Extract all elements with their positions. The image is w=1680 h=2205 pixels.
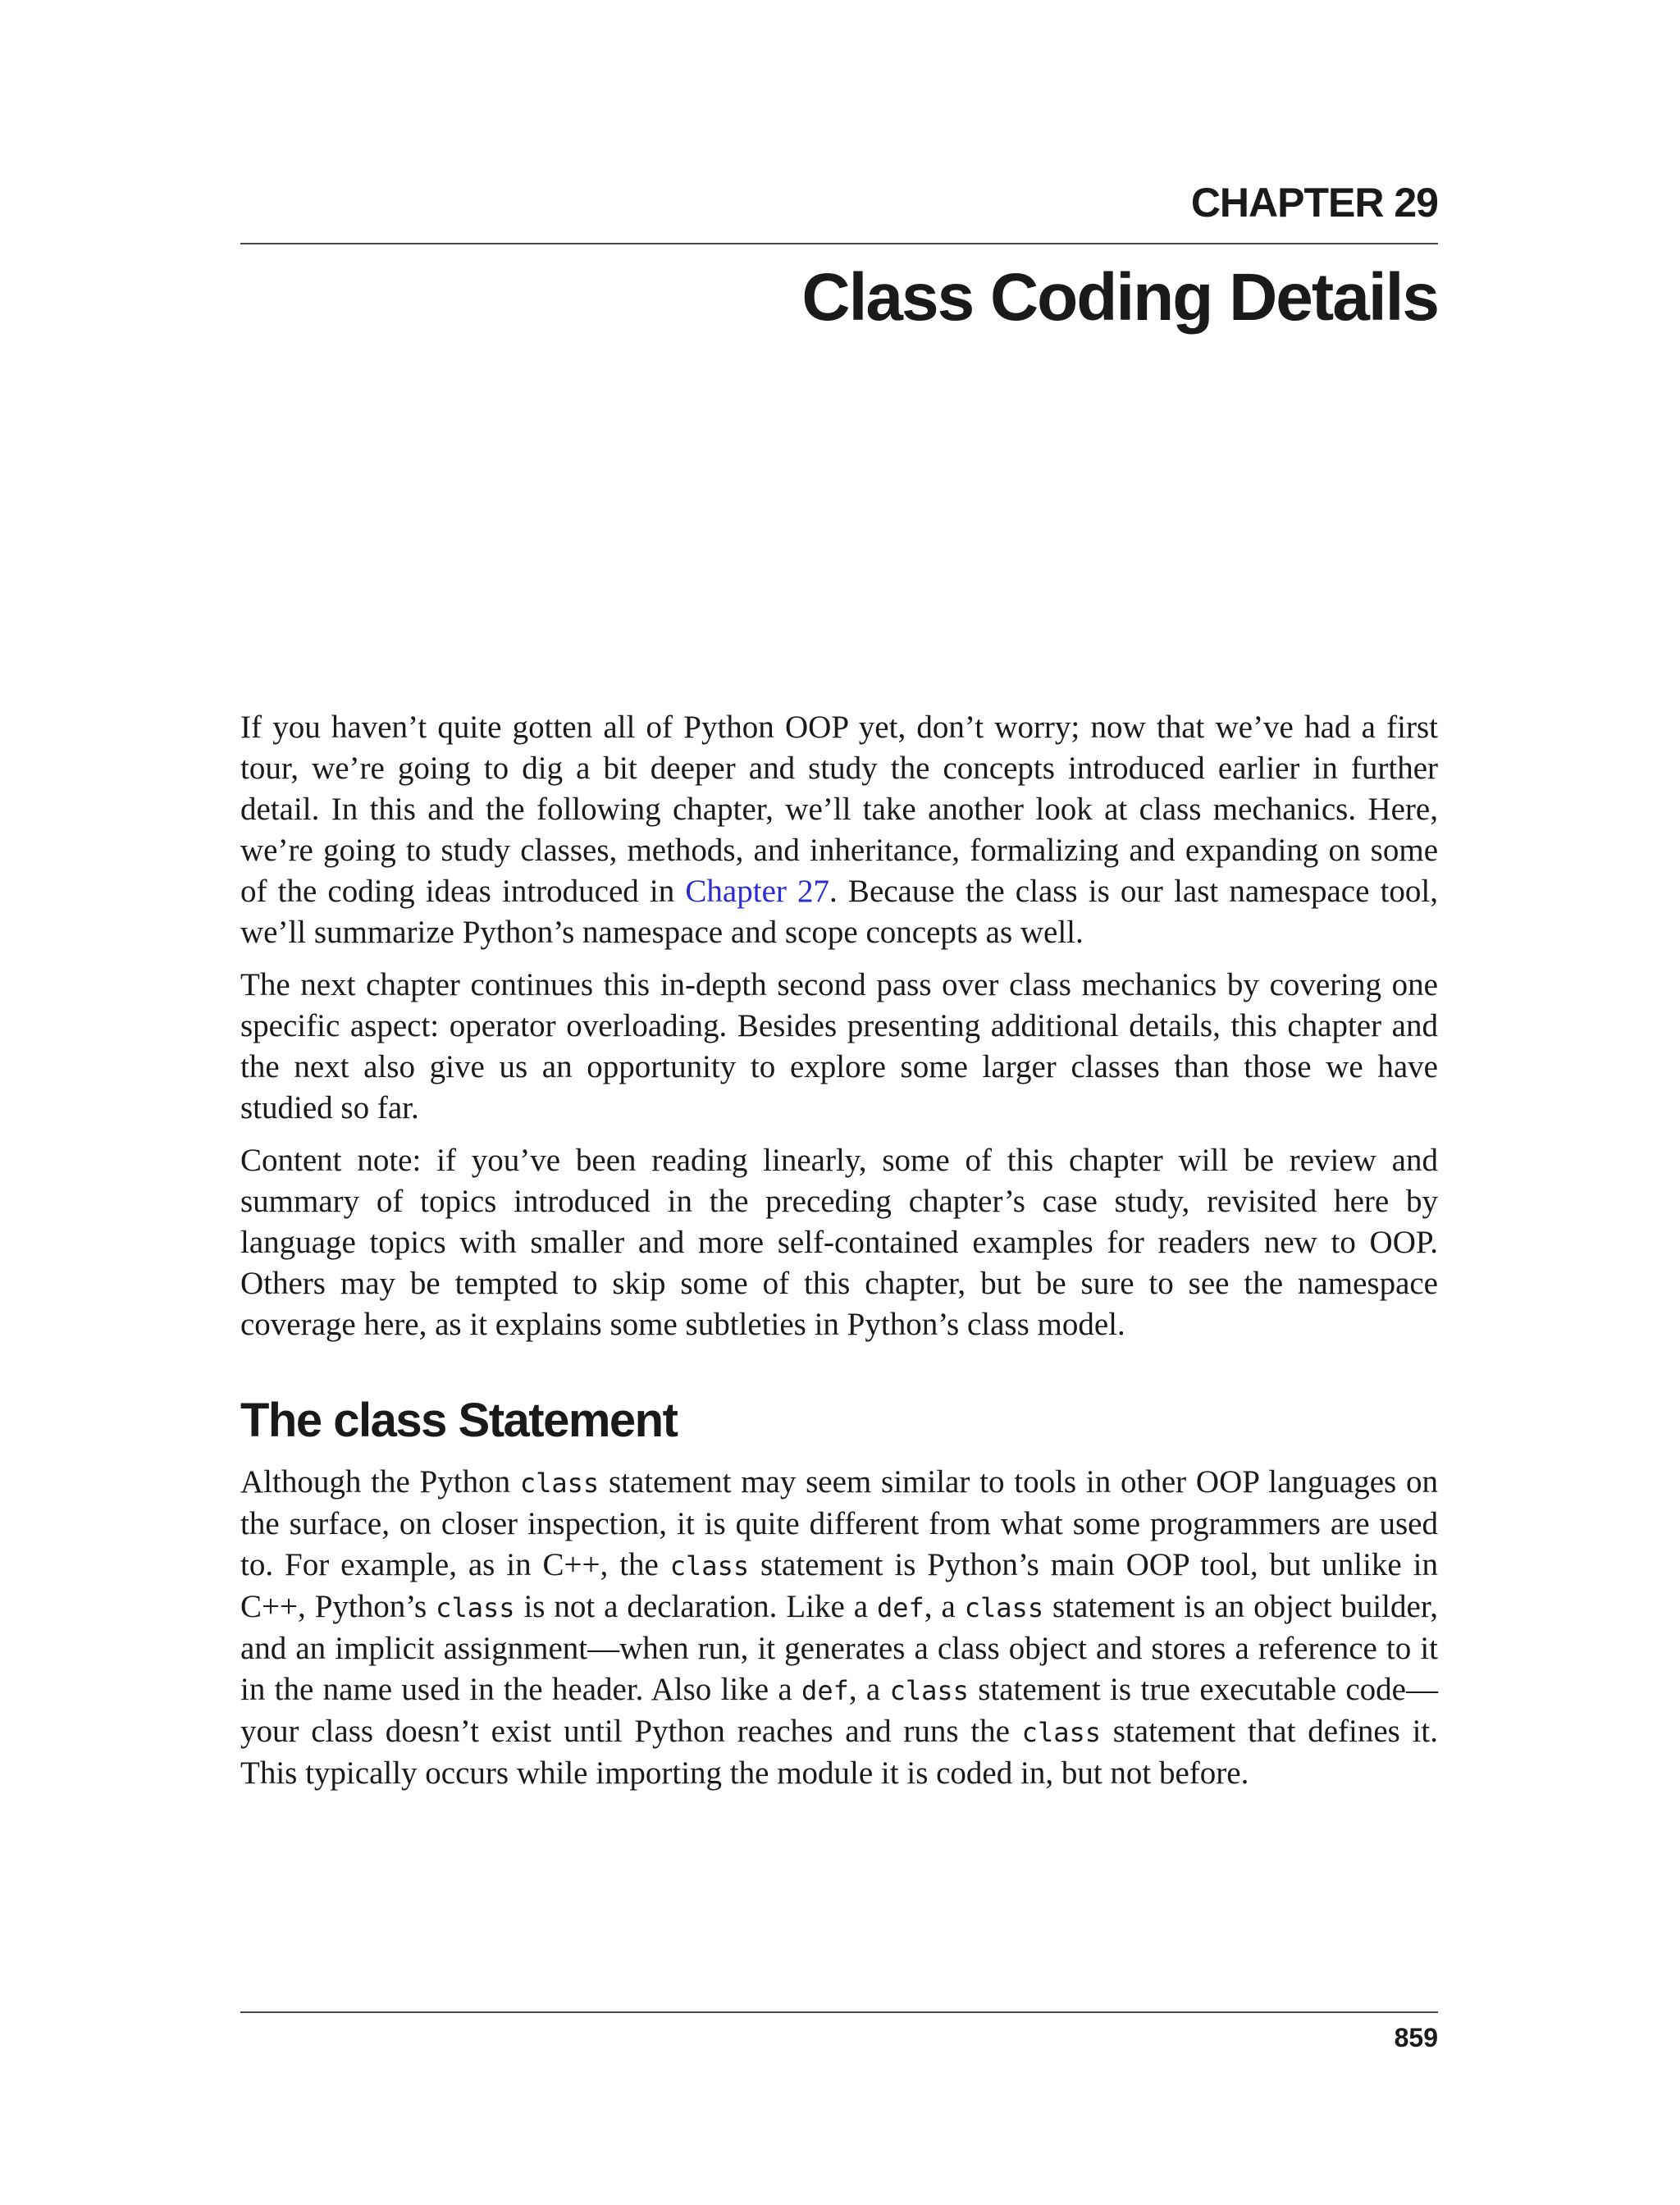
intro-paragraph-2: The next chapter continues this in-depth second pass over class mechanics by covering one specific aspect: operator overloading. Besides presenting additional details, this chapter and the next also give us an opportunity to explore some larger classes than those we have studied so far. [240,967,1438,1125]
inline-code: class [436,1591,515,1623]
inline-code: def [877,1591,924,1623]
inline-code: class [519,1467,600,1499]
page-number: 859 [1394,2023,1438,2052]
footer-divider [240,2011,1438,2013]
inline-code: class [669,1550,750,1582]
chapter-title: Class Coding Details [801,260,1438,335]
page-body [240,707,1438,1806]
section-heading: The class Statement [240,1394,678,1447]
inline-code: def [801,1674,849,1706]
chapter-27-link[interactable]: Chapter 27 [685,874,830,909]
inline-code: class [964,1591,1044,1623]
section-paragraph: Although the Python class statement may seem similar to tools in other OOP languages on the surface, on closer inspection, it is quite different from what some programmers are used to. For example, as in C++, the class statement is Python’s main OOP tool, but unlike in C++, Python’s class is not a declaration. Like a def, a class statement is an object builder, and an implicit assignment—when run, it generates a class object and stores a reference to it in the name used in the header. Also like a def, a class statement is true executable code—your class doesn’t exist until Python reaches and runs the class statement that defines it. This typically occurs while importing the module it is coded in, but not before. [240,1463,1438,1791]
chapter-divider [240,243,1438,244]
inline-code: class [1021,1716,1101,1748]
inline-code: class [889,1674,969,1706]
chapter-label: CHAPTER 29 [1190,180,1438,226]
intro-paragraph-1: If you haven’t quite gotten all of Python OOP yet, don’t worry; now that we’ve had a first tour, we’re going to dig a bit deeper and study the concepts introduced earlier in further detail. In this and the following chapter, we’ll take another look at class mechanics. Here, we’re going to study classes, methods, and inheritance, formalizing and expanding on some of the coding ideas introduced in Chapter 27. Because the class is our last namespace tool, we’ll summarize Python’s namespace and scope concepts as well. [240,710,1438,950]
intro-paragraph-3: Content note: if you’ve been reading linearly, some of this chapter will be review and summary of topics introduced in the preceding chapter’s case study, revisited here by language topics with smaller and more self-contained examples for readers new to OOP. Others may be tempted to skip some of this chapter, but be sure to see the namespace coverage here, as it explains some subtleties in Python’s class model. [240,1143,1438,1342]
